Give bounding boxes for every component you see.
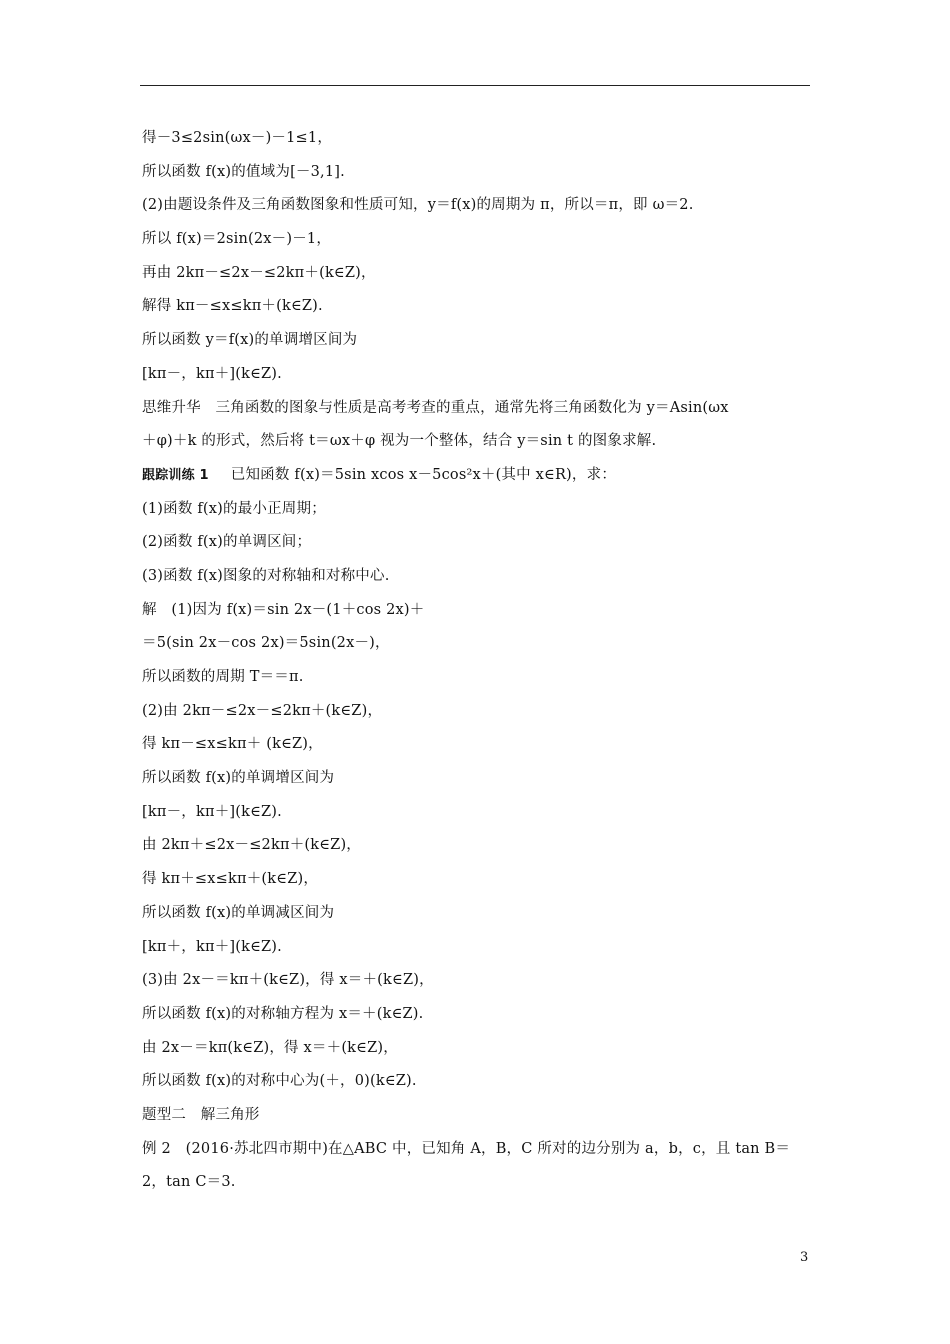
text-line: (3)由 2x－＝kπ＋(k∈Z)，得 x＝＋(k∈Z)，	[142, 972, 434, 989]
text-line: 所以 f(x)＝2sin(2x－)－1，	[142, 231, 332, 248]
text-line: 所以函数 f(x)的对称轴方程为 x＝＋(k∈Z).	[142, 1005, 424, 1022]
text-line: 由 2x－＝kπ(k∈Z)，得 x＝＋(k∈Z)，	[142, 1039, 398, 1056]
exercise-label: 跟踪训练 1	[142, 467, 209, 483]
text-line: 所以函数 f(x)的单调增区间为	[142, 770, 335, 787]
text-line: ＋φ)＋k 的形式，然后将 t＝ωx＋φ 视为一个整体，结合 y＝sin t 的图象求解.	[142, 433, 657, 450]
text-line: 所以函数 f(x)的单调减区间为	[142, 904, 335, 921]
text-line: 得 kπ＋≤x≤kπ＋(k∈Z)，	[142, 871, 319, 888]
text-line: 例 2 (2016·苏北四市期中)在△ABC 中，已知角 A，B，C 所对的边分别为 a，b，c，且 tan B＝	[142, 1140, 791, 1157]
text-line: (3)函数 f(x)图象的对称轴和对称中心.	[142, 567, 390, 584]
text-line: [kπ－，kπ＋](k∈Z).	[142, 803, 282, 820]
header-rule	[140, 85, 810, 86]
text-line: [kπ＋，kπ＋](k∈Z).	[142, 938, 282, 955]
text-line: 再由 2kπ－≤2x－≤2kπ＋(k∈Z)，	[142, 264, 376, 281]
text-line: (2)由 2kπ－≤2x－≤2kπ＋(k∈Z)，	[142, 702, 383, 719]
text-line: [kπ－，kπ＋](k∈Z).	[142, 365, 282, 382]
text-line: 解得 kπ－≤x≤kπ＋(k∈Z).	[142, 298, 323, 315]
text-line: 得 kπ－≤x≤kπ＋ (k∈Z)，	[142, 736, 323, 753]
exercise-text: 已知函数 f(x)＝5sin xcos x－5cos²x＋(其中 x∈R)，求：	[230, 466, 617, 483]
text-line: (1)函数 f(x)的最小正周期；	[142, 500, 326, 517]
text-line: 由 2kπ＋≤2x－≤2kπ＋(k∈Z)，	[142, 837, 362, 854]
page-number: 3	[800, 1250, 809, 1265]
document-body	[142, 122, 810, 1200]
text-line: 所以函数的周期 T＝＝π.	[142, 669, 304, 685]
text-line: (2)函数 f(x)的单调区间；	[142, 534, 312, 551]
text-line: 解 (1)因为 f(x)＝sin 2x－(1＋cos 2x)＋	[142, 601, 425, 618]
text-line: 2，tan C＝3.	[142, 1174, 236, 1191]
text-line: 思维升华 三角函数的图象与性质是高考考查的重点，通常先将三角函数化为 y＝Asin(ωx	[142, 399, 729, 416]
text-line: ＝5(sin 2x－cos 2x)＝5sin(2x－)，	[142, 635, 390, 652]
text-line: (2)由题设条件及三角函数图象和性质可知，y＝f(x)的周期为 π，所以＝π，即 ω＝2.	[142, 197, 694, 214]
section-heading: 题型二 解三角形	[142, 1106, 260, 1123]
text-line: 所以函数 f(x)的值域为[－3,1].	[142, 163, 345, 180]
text-line: 所以函数 y＝f(x)的单调增区间为	[142, 332, 358, 349]
text-line: 得－3≤2sin(ωx－)－1≤1，	[142, 130, 333, 146]
text-line: 所以函数 f(x)的对称中心为(＋，0)(k∈Z).	[142, 1073, 417, 1090]
exercise-line	[142, 459, 810, 493]
